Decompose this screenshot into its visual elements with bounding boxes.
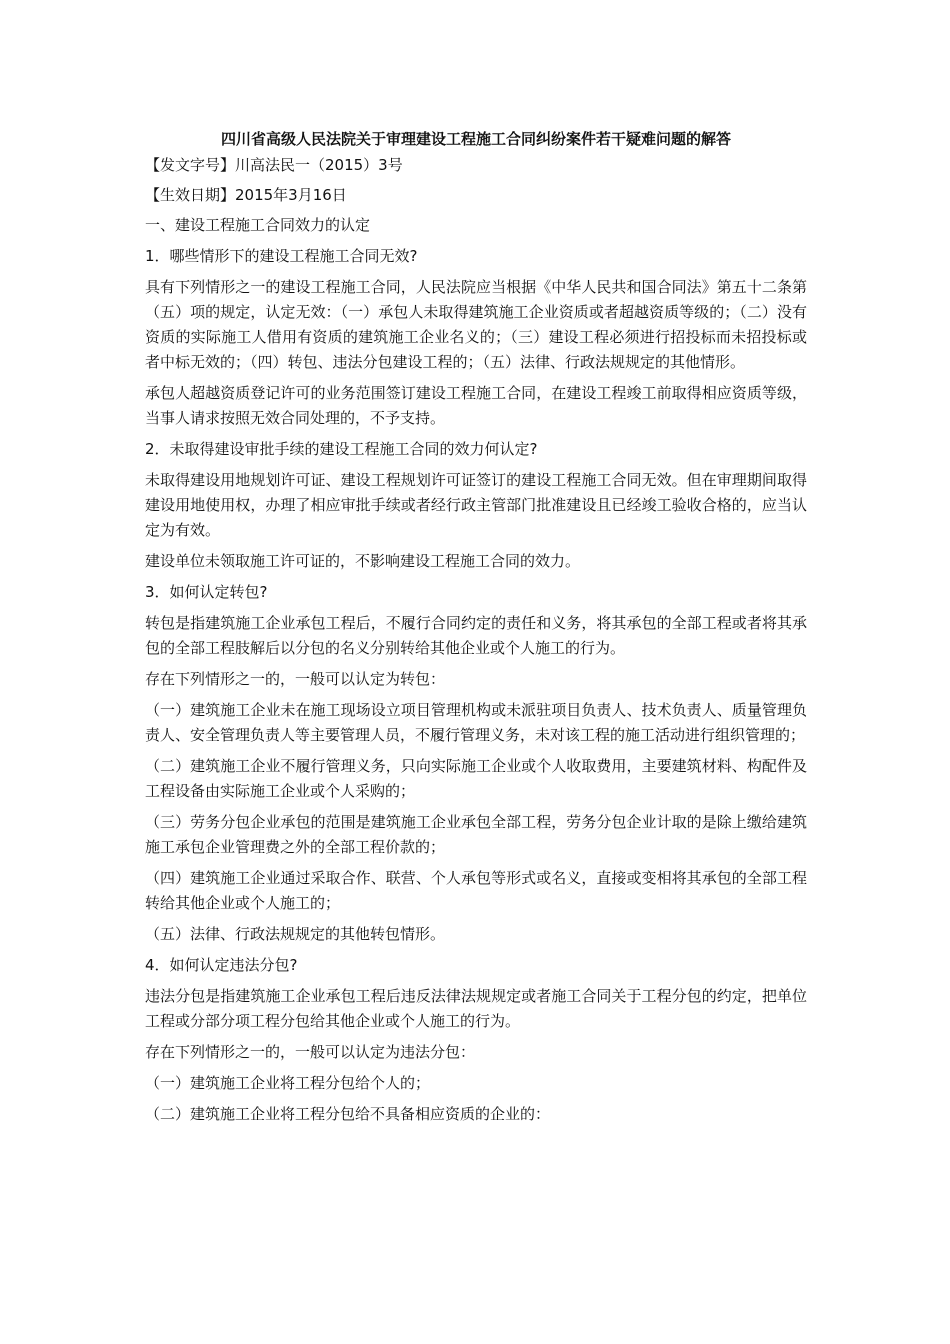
- document-body: [145, 127, 807, 1133]
- paragraph: 承包人超越资质登记许可的业务范围签订建设工程施工合同，在建设工程竣工前取得相应资质等级，当事人请求按照无效合同处理的，不予支持。: [145, 384, 807, 427]
- list-item: （二）建筑施工企业不履行管理义务，只向实际施工企业或个人收取费用，主要建筑材料、构配件及工程设备由实际施工企业或个人采购的；: [145, 757, 807, 800]
- question-heading: 4．如何认定违法分包?: [145, 956, 298, 974]
- paragraph: 建设单位未领取施工许可证的，不影响建设工程施工合同的效力。: [145, 552, 581, 570]
- list-item: （五）法律、行政法规规定的其他转包情形。: [145, 925, 446, 943]
- paragraph: 未取得建设用地规划许可证、建设工程规划许可证签订的建设工程施工合同无效。但在审理期间取得建设用地使用权，办理了相应审批手续或者经行政主管部门批准建设且已经竣工验收合格的，应当认定为有效。: [145, 471, 807, 539]
- question-heading: 3．如何认定转包?: [145, 583, 268, 601]
- question-heading: 1．哪些情形下的建设工程施工合同无效?: [145, 247, 418, 265]
- list-item: （三）劳务分包企业承包的范围是建筑施工企业承包全部工程，劳务分包企业计取的是除上缴给建筑施工承包企业管理费之外的全部工程价款的；: [145, 813, 807, 856]
- paragraph: 存在下列情形之一的，一般可以认定为违法分包：: [145, 1043, 476, 1061]
- paragraph: 具有下列情形之一的建设工程施工合同，人民法院应当根据《中华人民共和国合同法》第五十二条第（五）项的规定，认定无效：（一）承包人未取得建筑施工企业资质或者超越资质等级的；（二）没有资质的实际施工人借用有资质的建筑施工企业名义的；（三）建设工程必须进行招投标而未招投标或者中标无效的；（四）转包、违法分包建设工程的；（五）法律、行政法规规定的其他情形。: [145, 278, 807, 371]
- list-item: （一）建筑施工企业将工程分包给个人的；: [145, 1074, 431, 1092]
- list-item: （四）建筑施工企业通过采取合作、联营、个人承包等形式或名义，直接或变相将其承包的全部工程转给其他企业或个人施工的；: [145, 869, 807, 912]
- document-title: 四川省高级人民法院关于审理建设工程施工合同纠纷案件若干疑难问题的解答: [220, 130, 731, 148]
- question-heading: 2．未取得建设审批手续的建设工程施工合同的效力何认定?: [145, 440, 538, 458]
- document-number: 【发文字号】川高法民一（2015）3号: [145, 156, 403, 174]
- paragraph: 转包是指建筑施工企业承包工程后，不履行合同约定的责任和义务，将其承包的全部工程或者将其承包的全部工程肢解后以分包的名义分别转给其他企业或个人施工的行为。: [145, 614, 807, 657]
- paragraph: 违法分包是指建筑施工企业承包工程后违反法律法规规定或者施工合同关于工程分包的约定，把单位工程或分部分项工程分包给其他企业或个人施工的行为。: [145, 987, 807, 1030]
- list-item: （一）建筑施工企业未在施工现场设立项目管理机构或未派驻项目负责人、技术负责人、质量管理负责人、安全管理负责人等主要管理人员，不履行管理义务，未对该工程的施工活动进行组织管理的；: [145, 701, 807, 744]
- list-item: （二）建筑施工企业将工程分包给不具备相应资质的企业的：: [145, 1105, 551, 1123]
- effective-date: 【生效日期】2015年3月16日: [145, 186, 347, 204]
- paragraph: 存在下列情形之一的，一般可以认定为转包：: [145, 670, 446, 688]
- section-heading: 一、建设工程施工合同效力的认定: [145, 216, 371, 234]
